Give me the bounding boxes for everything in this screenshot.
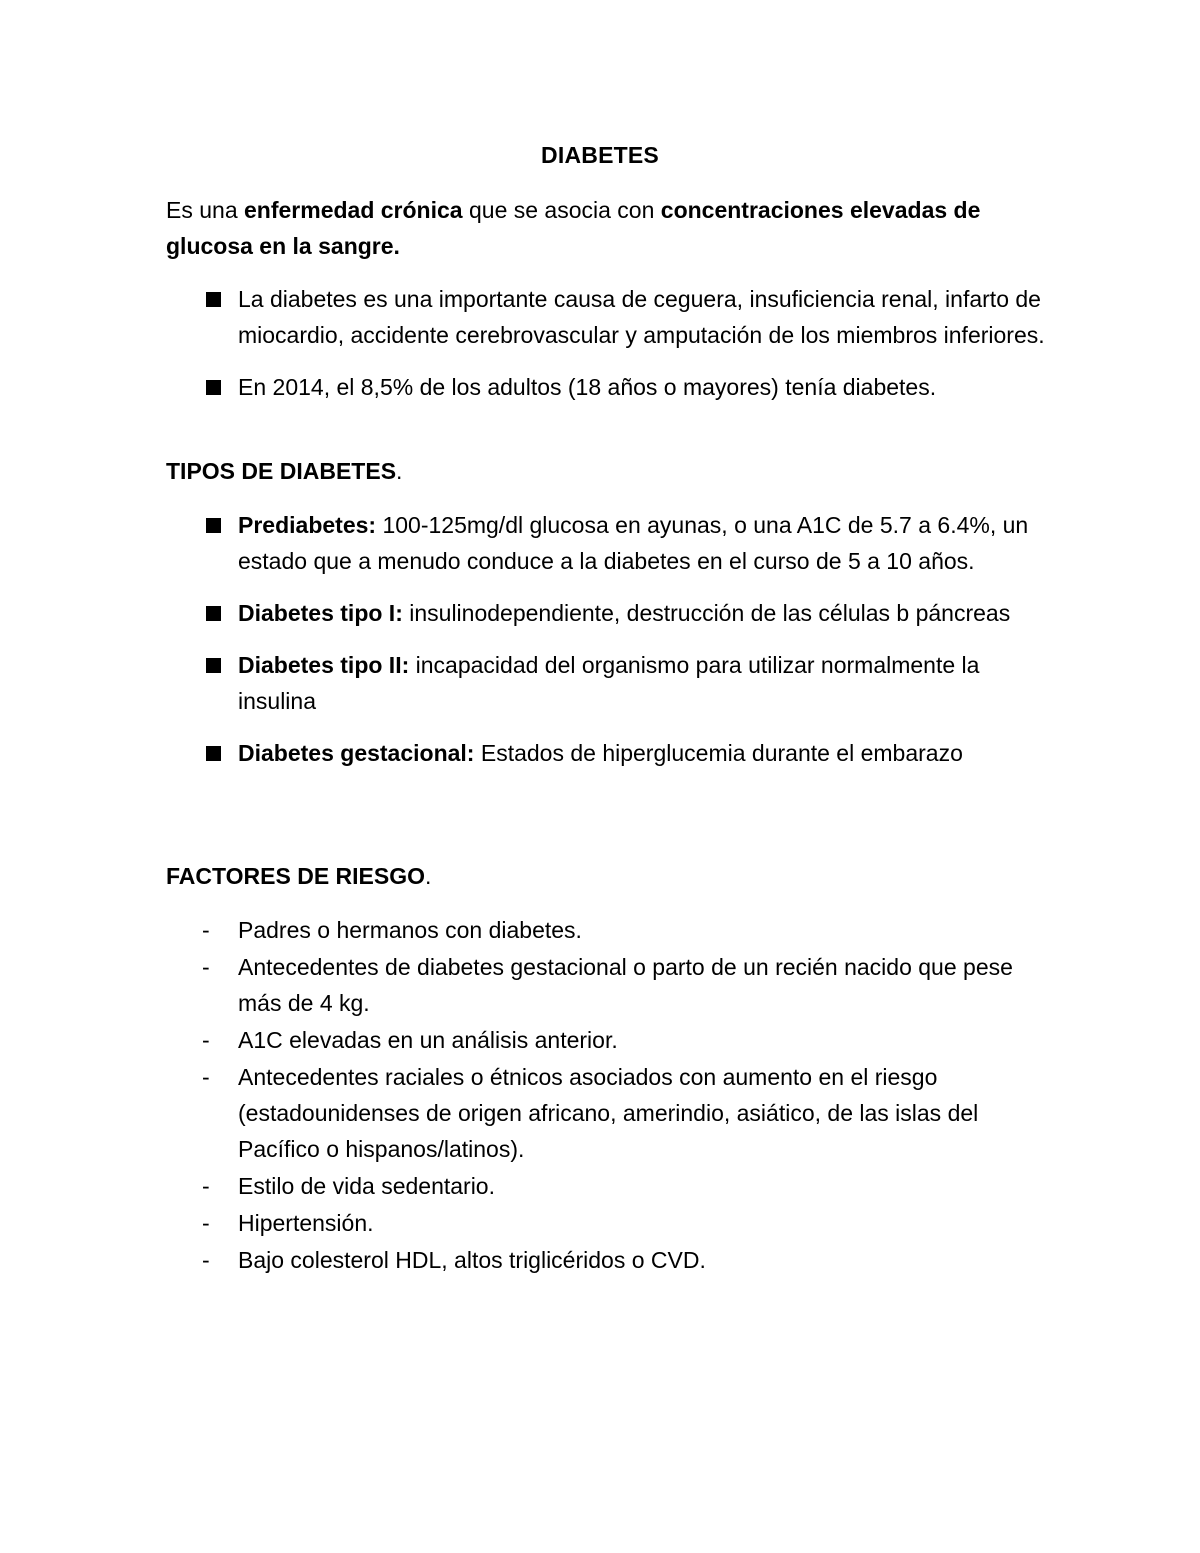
- dash-marker: -: [202, 917, 210, 943]
- risk-text: Padres o hermanos con diabetes.: [238, 917, 582, 943]
- list-item: [166, 369, 1046, 405]
- risk-list: [166, 912, 1046, 1279]
- square-bullet-icon: [206, 518, 221, 533]
- risk-text: Antecedentes de diabetes gestacional o parto de un recién nacido que pese más de 4 kg.: [238, 954, 1013, 1016]
- square-bullet-icon: [206, 746, 221, 761]
- risk-text: Antecedentes raciales o étnicos asociados con aumento en el riesgo (estadounidenses de origen africano, amerindio, asiático, de las islas del Pacífico o hispanos/latinos).: [238, 1064, 979, 1162]
- list-item: [166, 949, 1046, 1021]
- intro-bold-1: enfermedad crónica: [244, 197, 463, 223]
- list-item: [166, 1022, 1046, 1058]
- intro-text-2: que se asocia con: [462, 197, 661, 223]
- risk-text: Estilo de vida sedentario.: [238, 1173, 495, 1199]
- list-item: [166, 1059, 1046, 1167]
- list-item: [166, 1168, 1046, 1204]
- list-item: [166, 507, 1046, 579]
- square-bullet-icon: [206, 606, 221, 621]
- list-item: [166, 1242, 1046, 1278]
- type-label: Prediabetes:: [238, 512, 377, 538]
- types-heading-text: TIPOS DE DIABETES: [166, 458, 397, 484]
- dash-marker: -: [202, 1027, 210, 1053]
- type-label: Diabetes gestacional:: [238, 740, 475, 766]
- types-list: [166, 507, 1046, 787]
- risk-text: Hipertensión.: [238, 1210, 374, 1236]
- types-heading-period: .: [396, 458, 403, 484]
- document-title: DIABETES: [541, 142, 659, 168]
- dash-marker: -: [202, 1064, 210, 1090]
- risk-heading-period: .: [425, 863, 432, 889]
- dash-marker: -: [202, 1173, 210, 1199]
- type-text: incapacidad del organismo para utilizar normalmente la insulina: [238, 652, 980, 714]
- fact-text: En 2014, el 8,5% de los adultos (18 años o mayores) tenía diabetes.: [238, 374, 937, 400]
- risk-text: Bajo colesterol HDL, altos triglicéridos o CVD.: [238, 1247, 706, 1273]
- intro-paragraph: [166, 192, 1046, 264]
- list-item: [166, 281, 1046, 353]
- types-heading: [166, 458, 402, 485]
- type-text: Estados de hiperglucemia durante el embarazo: [474, 740, 963, 766]
- fact-text: La diabetes es una importante causa de ceguera, insuficiencia renal, infarto de miocardio, accidente cerebrovascular y amputación de los miembros inferiores.: [238, 286, 1045, 348]
- list-item: [166, 735, 1046, 771]
- type-text: insulinodependiente, destrucción de las células b páncreas: [402, 600, 1011, 626]
- dash-marker: -: [202, 954, 210, 980]
- dash-marker: -: [202, 1210, 210, 1236]
- type-label: Diabetes tipo II:: [238, 652, 410, 678]
- list-item: [166, 1205, 1046, 1241]
- facts-list: [166, 281, 1046, 421]
- square-bullet-icon: [206, 292, 221, 307]
- square-bullet-icon: [206, 380, 221, 395]
- risk-text: A1C elevadas en un análisis anterior.: [238, 1027, 618, 1053]
- list-item: [166, 912, 1046, 948]
- square-bullet-icon: [206, 658, 221, 673]
- list-item: [166, 595, 1046, 631]
- type-label: Diabetes tipo I:: [238, 600, 403, 626]
- type-text: 100-125mg/dl glucosa en ayunas, o una A1C de 5.7 a 6.4%, un estado que a menudo conduce a la diabetes en el curso de 5 a 10 años.: [238, 512, 1029, 574]
- risk-heading: [166, 863, 431, 890]
- risk-heading-text: FACTORES DE RIESGO: [166, 863, 426, 889]
- intro-text-1: Es una: [166, 197, 244, 223]
- intro-bold-2: concentraciones elevadas de glucosa en la sangre.: [166, 197, 981, 259]
- dash-marker: -: [202, 1247, 210, 1273]
- list-item: [166, 647, 1046, 719]
